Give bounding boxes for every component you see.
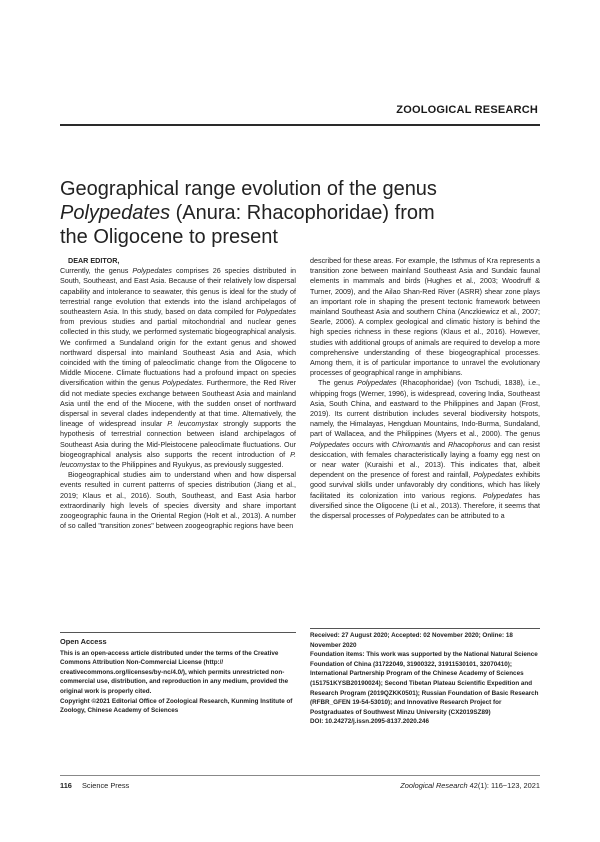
received-dates: Received: 27 August 2020; Accepted: 02 November 2020; Online: 18 November 2020 bbox=[310, 632, 513, 649]
open-access-box bbox=[60, 632, 296, 716]
doi-text: DOI: 10.24272/j.issn.2095-8137.2020.246 bbox=[310, 718, 430, 726]
footer-rule bbox=[60, 775, 540, 776]
footer-left bbox=[60, 781, 129, 790]
body-paragraph: The genus Polypedates (Rhacophoridae) (von Tschudi, 1838), i.e., whipping frogs (Werner, 1996), is widespread, covering India, Southeast Asia, South China, and eastward to the Philippines and Japan (Frost, 2019). Its current distribution includes several biodiversity hotspots, namely, the Himalayas, Hengduan Mountains, Indo-Burma, Sundaland, part of Wallacea, and the Philippines (Myers et al., 2000). The genus Polypedates occurs with Chiromantis and Rhacophorus and can resist desiccation, with females characteristically laying a foamy egg nest on or near water (Kuraishi et al., 2013). This indicates that, albeit dependent on the presence of forest and rainfall, Polypedates exhibits good survival skills under unfavorably dry conditions, which has likely facilitated its colonization into various regions. Polypedates has diversified since the Oligocene (Li et al., 2013). Therefore, it seems that the dispersal processes of Polypedates can be attributed to a bbox=[310, 378, 540, 521]
footer-journal-name: Zoological Research bbox=[400, 781, 468, 790]
article-meta-box bbox=[310, 628, 540, 727]
title-genus: Polypedates bbox=[60, 202, 171, 225]
journal-header: ZOOLOGICAL RESEARCH bbox=[396, 104, 538, 116]
publisher: Science Press bbox=[82, 781, 130, 790]
page-number: 116 bbox=[60, 781, 72, 790]
right-column bbox=[310, 256, 540, 521]
footer-volume: 42(1): 116−123, 2021 bbox=[467, 781, 540, 790]
title-line-2: (Anura: Rhacophoridae) from bbox=[170, 202, 435, 225]
title-line-3: the Oligocene to present bbox=[60, 226, 278, 249]
article-title bbox=[60, 177, 530, 249]
footer-citation bbox=[400, 781, 540, 790]
open-access-heading: Open Access bbox=[60, 637, 107, 646]
header-rule bbox=[60, 124, 540, 126]
left-column bbox=[60, 256, 296, 531]
body-paragraph: described for these areas. For example, the Isthmus of Kra represents a transition zone between mainland Southeast Asia and Sundaic faunal elements in mammals and birds (Hughes et al., 2003; Woodruff & Turner, 2009), and the Ailao Shan-Red River (ASRR) shear zone plays an important role in shaping the present tectonic framework between mainland Southeast Asia and southern China (Anczkiewicz et al., 2007; Searle, 2006). A complex geological and climatic history is behind the high species richness in these regions (Klaus et al., 2016). However, studies with additional groups of animals are required to develop a more comprehensive understanding of these biogeographical processes. Among them, it is of particular importance to unravel the evolutionary processes of geographical range in amphibians. bbox=[310, 256, 540, 378]
abstract-paragraph: Currently, the genus Polypedates comprises 26 species distributed in South, Southeast, and East Asia. Because of their relatively low dispersal capability and intolerance to seawater, this genus is ideal for the study of terrestrial range evolution that extends into the island archipelagos of southeastern Asia. In this study, based on data compiled for Polypedates from previous studies and partial mitochondrial and nuclear genes collected in this study, we performed systematic biogeographical analysis. We confirmed a Sundaland origin for the extant genus and showed northward dispersal into mainland Southeast Asia and Asia, which coincided with the timing of paleoclimatic change from the Oligocene to Middle Miocene. Climate fluctuations had a profound impact on species diversification within the genus Polypedates. Furthermore, the Red River did not mediate species exchange between Southeast Asia and mainland Asia until the end of the Miocene, with the sudden onset of northward dispersal in several clades independently at that time. Alternatively, the lineage of widespread insular P. leucomystax strongly supports the hypothesis of terrestrial connection between island archipelagos of Southeast Asia during the Mid-Pleistocene paleoclimate fluctuations. Our biogeographical analysis also supports the recent introduction of P. leucomystax to the Philippines and Ryukyus, as previously suggested. bbox=[60, 266, 297, 470]
title-line-1: Geographical range evolution of the genus bbox=[60, 178, 437, 201]
copyright-text: Copyright ©2021 Editorial Office of Zoological Research, Kunming Institute of Zoology, Chinese Academy of Sciences bbox=[60, 697, 293, 715]
license-text: This is an open-access article distributed under the terms of the Creative Commons Attribution Non-Commercial License (http:// creativecommons.org/licenses/by-nc/4.0/), which permits unrestricted non-commercial use, distribution, and reproduction in any medium, provided the original work is properly cited. bbox=[60, 649, 289, 695]
body-paragraph: Biogeographical studies aim to understand when and how dispersal events resulted in current patterns of species distribution (Jiang et al., 2019; Klaus et al., 2016). South, Southeast, and East Asia harbor extraordinarily high levels of species diversity and share important zoogeographic fauna in the Oriental Region (Holt et al., 2013). A number of so called "transition zones" between zoogeographic regions have been bbox=[60, 470, 296, 531]
funding-text: Foundation items: This work was supported by the National Natural Science Foundation of China (31722049, 31900322, 31911530101, 32070410); International Partnership Program of the Chinese Academy of Sciences (151751KYSB20190024); Second Tibetan Plateau Scientific Expedition and Research Program (2019QZKK0501); Russian Foundation of Basic Research (RFBR_GFEN 19-54-53010); and Innovative Research Project for Postgraduates of Southwest Minzu University (CX2019SZ89) bbox=[310, 651, 539, 716]
salutation: DEAR EDITOR, bbox=[68, 256, 120, 265]
